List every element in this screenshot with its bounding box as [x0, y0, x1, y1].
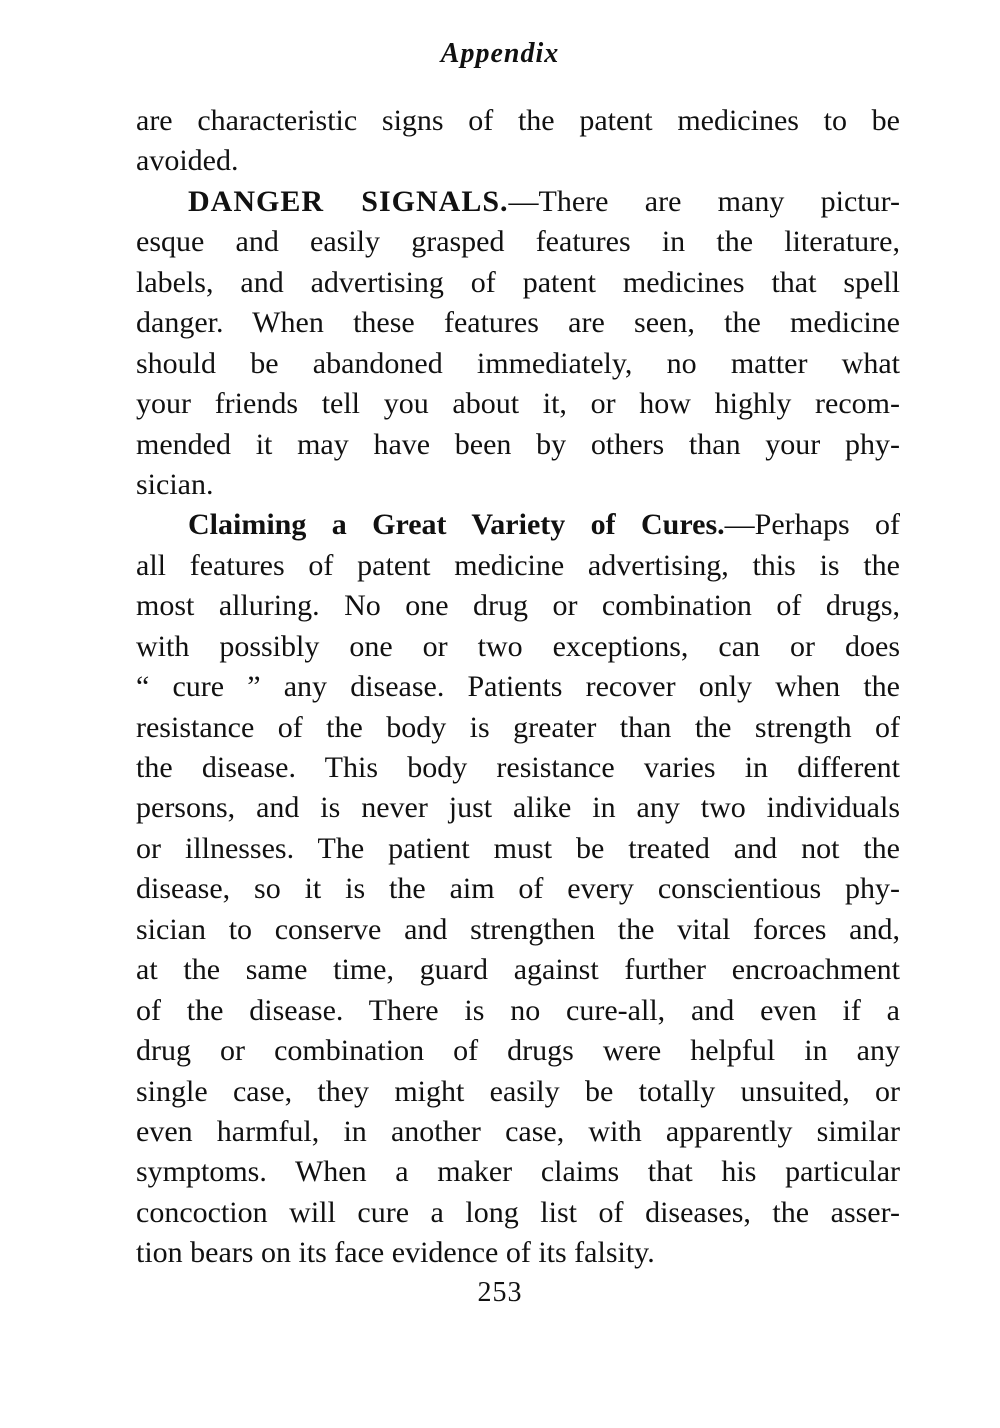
text-run: danger. When these features are seen, the medicine: [136, 306, 900, 340]
text-line: [136, 141, 900, 181]
text-line: [136, 708, 900, 748]
text-run: esque and easily grasped features in the literature,: [136, 225, 900, 259]
text-run: your friends tell you about it, or how highly recom-: [136, 387, 900, 421]
text-line: [136, 425, 900, 465]
text-run: sician to conserve and strengthen the vital forces and,: [136, 912, 900, 946]
text-line: [136, 344, 900, 384]
section-heading: DANGER SIGNALS.: [188, 184, 509, 218]
text-run: —There are many pictur-: [508, 184, 900, 218]
text-run: mended it may have been by others than your phy-: [136, 427, 900, 461]
text-run: avoided.: [136, 144, 239, 178]
text-line: [136, 788, 900, 828]
text-line: [136, 869, 900, 909]
text-run: single case, they might easily be totally unsuited, or: [136, 1074, 900, 1108]
text-run: the disease. This body resistance varies in different: [136, 751, 900, 784]
body-text: [136, 101, 900, 1274]
text-line: [136, 950, 900, 990]
text-run: symptoms. When a maker claims that his particular: [136, 1155, 900, 1189]
text-run: of the disease. There is no cure-all, and even if a: [136, 993, 900, 1027]
text-run: at the same time, guard against further encroachment: [136, 953, 900, 987]
text-run: resistance of the body is greater than the strength of: [136, 710, 900, 744]
text-line: [136, 829, 900, 869]
text-line: [136, 505, 900, 545]
text-line: [136, 991, 900, 1031]
text-line: [136, 1112, 900, 1152]
text-run: are characteristic signs of the patent medicines to be: [136, 104, 900, 137]
text-run: with possibly one or two exceptions, can or does: [136, 629, 900, 663]
text-line: [136, 1193, 900, 1233]
text-line: [136, 1233, 900, 1273]
text-run: persons, and is never just alike in any two individuals: [136, 791, 900, 825]
text-line: [136, 384, 900, 424]
text-line: [136, 748, 900, 788]
text-run: disease, so it is the aim of every conscientious phy-: [136, 872, 900, 906]
text-line: [136, 222, 900, 262]
text-run: concoction will cure a long list of diseases, the asser-: [136, 1195, 900, 1229]
text-run: all features of patent medicine advertising, this is the: [136, 548, 900, 582]
text-run: “ cure ” any disease. Patients recover only when the: [136, 670, 900, 704]
text-run: most alluring. No one drug or combination of drugs,: [136, 589, 900, 623]
text-line: [136, 101, 900, 141]
running-head: Appendix: [440, 38, 560, 69]
text-line: [136, 465, 900, 505]
text-line: [136, 586, 900, 626]
text-line: [136, 303, 900, 343]
text-line: [136, 1031, 900, 1071]
text-line: [136, 182, 900, 222]
text-run: sician.: [136, 467, 214, 501]
text-run: labels, and advertising of patent medicines that spell: [136, 265, 900, 299]
text-line: [136, 546, 900, 586]
page-number: 253: [477, 1277, 523, 1308]
text-run: drug or combination of drugs were helpful in any: [136, 1034, 900, 1068]
text-line: [136, 1152, 900, 1192]
text-line: [136, 910, 900, 950]
text-run: even harmful, in another case, with apparently similar: [136, 1114, 900, 1148]
text-run: tion bears on its face evidence of its falsity.: [136, 1236, 655, 1270]
text-run: or illnesses. The patient must be treated and not the: [136, 831, 900, 865]
text-line: [136, 667, 900, 707]
text-line: [136, 263, 900, 303]
subsection-heading: Claiming a Great Variety of Cures.: [188, 508, 725, 542]
text-run: should be abandoned immediately, no matter what: [136, 346, 900, 380]
text-line: [136, 627, 900, 667]
text-run: —Perhaps of: [724, 508, 900, 542]
text-line: [136, 1072, 900, 1112]
